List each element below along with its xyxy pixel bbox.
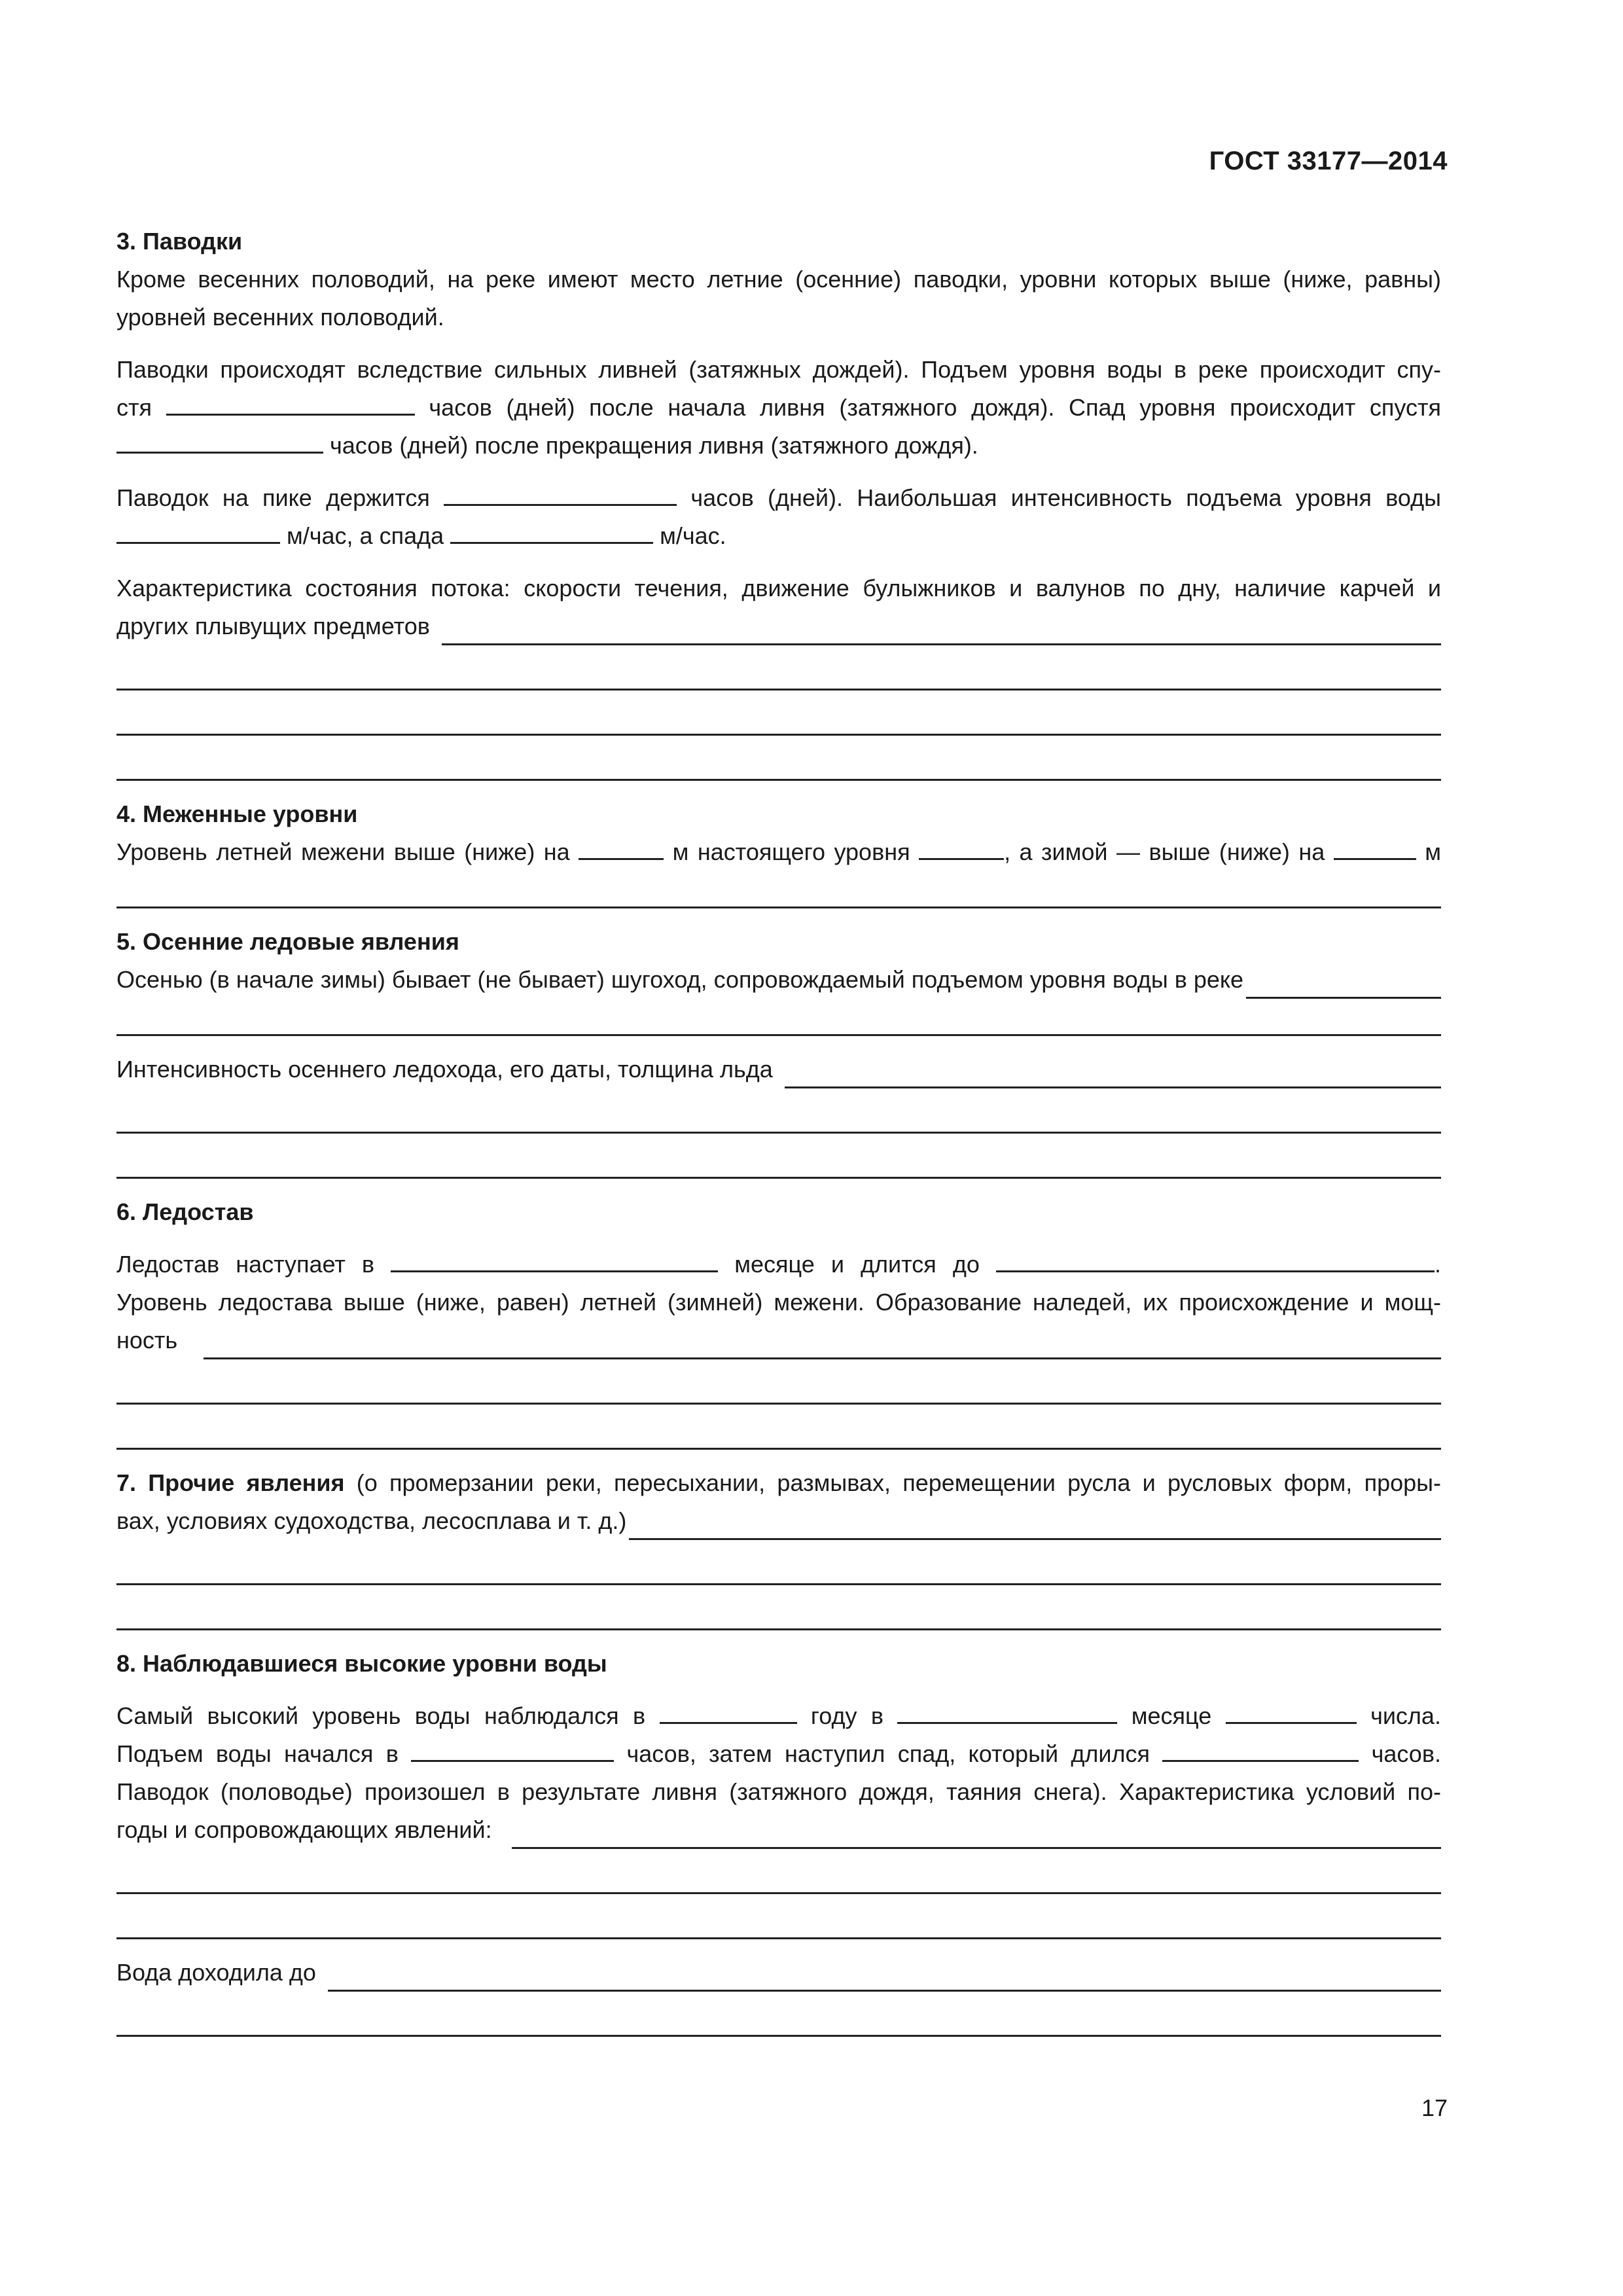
ice-drift-blank[interactable] <box>785 1067 1441 1088</box>
text-fragment: Паводок на пике держится <box>116 484 430 511</box>
paragraph-line: Паводки происходят вследствие сильных ливней (затяжных дождей). Подъем уровня воды в реке происходит спу- <box>116 356 1441 383</box>
rise-start-blank[interactable] <box>411 1740 614 1762</box>
fall-duration-blank[interactable] <box>1162 1740 1359 1762</box>
paragraph-line: Паводок (половодье) произошел в результате ливня (затяжного дождя, таяния снега). Характеристика условий по- <box>116 1778 1441 1805</box>
form-content <box>116 223 1441 2037</box>
text-fragment: м/час, а спада <box>287 522 444 549</box>
other-phenomena-blank[interactable] <box>629 1518 1441 1540</box>
section-floods <box>116 223 1441 781</box>
section-freeze-up <box>116 1193 1441 1450</box>
text-fragment: Вода доходила до <box>116 1959 316 1986</box>
page-number: 17 <box>1421 2094 1448 2121</box>
day-blank[interactable] <box>1226 1702 1357 1724</box>
paragraph-line: Кроме весенних половодий, на реке имеют место летние (осенние) паводки, уровни которых выше (ниже, равны) <box>116 266 1441 293</box>
answer-line[interactable] <box>116 691 1441 736</box>
text-fragment: Ледостав наступает в <box>116 1251 375 1278</box>
paragraph-line <box>116 1697 1441 1735</box>
flow-characteristics-blank[interactable] <box>442 624 1441 645</box>
text-fragment: часов. <box>1371 1740 1441 1767</box>
text-fragment: числа. <box>1370 1702 1441 1729</box>
paragraph-line <box>116 1811 1441 1849</box>
section-title: 5. Осенние ледовые явления <box>116 928 459 955</box>
section-title: 3. Паводки <box>116 228 243 255</box>
text-fragment: Подъем воды начался в <box>116 1740 399 1767</box>
paragraph-line <box>116 1321 1441 1359</box>
section-title: 7. Прочие явления <box>116 1469 345 1496</box>
section-title: 6. Ледостав <box>116 1198 254 1225</box>
paragraph-line <box>116 517 1441 555</box>
icing-blank[interactable] <box>204 1338 1441 1359</box>
section-title: 4. Меженные уровни <box>116 800 358 827</box>
section-low-water-levels <box>116 795 1441 908</box>
text-fragment: м/час. <box>660 522 726 549</box>
text-fragment: . <box>1434 1251 1441 1278</box>
paragraph-line <box>116 1246 1441 1283</box>
answer-line[interactable] <box>116 1359 1441 1405</box>
winter-low-level-blank[interactable] <box>1334 838 1416 860</box>
paragraph-line <box>116 961 1441 999</box>
section-autumn-ice <box>116 923 1441 1179</box>
flood-peak-duration-blank[interactable] <box>444 484 677 506</box>
flood-fall-delay-blank[interactable] <box>116 432 323 454</box>
paragraph-line <box>116 389 1441 427</box>
text-fragment: году в <box>810 1702 883 1729</box>
answer-line[interactable] <box>116 1134 1441 1179</box>
paragraph-line <box>116 479 1441 517</box>
paragraph-line <box>116 1464 1441 1502</box>
section-high-water-levels <box>116 1645 1441 2037</box>
text-fragment: Интенсивность осеннего ледохода, его даты, толщина льда <box>116 1056 773 1083</box>
flood-rise-delay-blank[interactable] <box>166 394 415 416</box>
water-reached-blank[interactable] <box>328 1970 1441 1992</box>
month-blank[interactable] <box>897 1702 1117 1724</box>
text-fragment: стя <box>116 394 152 421</box>
year-blank[interactable] <box>660 1702 797 1724</box>
paragraph-line <box>116 1502 1441 1540</box>
text-fragment: месяце <box>1131 1702 1212 1729</box>
document-code: ГОСТ 33177—2014 <box>1209 147 1448 175</box>
slush-ice-blank[interactable] <box>1246 977 1441 999</box>
answer-line[interactable] <box>116 1849 1441 1894</box>
answer-line[interactable] <box>116 1894 1441 1939</box>
text-fragment: других плывущих предметов <box>116 613 430 639</box>
answer-line[interactable] <box>116 645 1441 691</box>
current-level-blank[interactable] <box>919 838 1004 860</box>
text-fragment: годы и сопровождающих явлений: <box>116 1816 492 1843</box>
answer-line[interactable] <box>116 1992 1441 2037</box>
text-fragment: , а зимой — выше (ниже) на <box>1004 838 1325 865</box>
answer-line[interactable] <box>116 1405 1441 1450</box>
paragraph-line <box>116 1735 1441 1773</box>
paragraph-line <box>116 607 1441 645</box>
paragraph-line <box>116 427 1441 465</box>
text-fragment: месяце и длится до <box>734 1251 980 1278</box>
section-other-phenomena <box>116 1464 1441 1630</box>
answer-line[interactable] <box>116 736 1441 781</box>
paragraph-line <box>116 1050 1441 1088</box>
text-fragment: Осенью (в начале зимы) бывает (не бывает) шугоход, сопровождаемый подъемом уровня воды в реке <box>116 966 1244 993</box>
freeze-duration-blank[interactable] <box>996 1251 1435 1272</box>
answer-line[interactable] <box>116 1540 1441 1585</box>
fall-rate-blank[interactable] <box>450 522 653 544</box>
paragraph-line: Характеристика состояния потока: скорости течения, движение булыжников и валунов по дну, наличие карчей и <box>116 575 1441 601</box>
text-fragment: вах, условиях судоходства, лесосплава и т. д.) <box>116 1507 627 1534</box>
text-fragment: (о промерзании реки, пересыхании, размывах, перемещении русла и русловых форм, проры- <box>344 1469 1441 1496</box>
rise-rate-blank[interactable] <box>116 522 280 544</box>
text-fragment: Самый высокий уровень воды наблюдался в <box>116 1702 646 1729</box>
answer-line[interactable] <box>116 1088 1441 1134</box>
summer-low-level-blank[interactable] <box>579 838 664 860</box>
answer-line[interactable] <box>116 871 1441 908</box>
answer-line[interactable] <box>116 1585 1441 1630</box>
text-fragment: м настоящего уровня <box>672 838 910 865</box>
paragraph-line: уровней весенних половодий. <box>116 304 444 331</box>
text-fragment: Уровень летней межени выше (ниже) на <box>116 838 570 865</box>
text-fragment: часов (дней) после прекращения ливня (затяжного дождя). <box>330 432 978 459</box>
paragraph-line <box>116 833 1441 871</box>
section-title: 8. Наблюдавшиеся высокие уровни воды <box>116 1650 607 1677</box>
paragraph-line <box>116 1954 1441 1992</box>
text-fragment: м <box>1425 838 1442 865</box>
paragraph-line: Уровень ледостава выше (ниже, равен) летней (зимней) межени. Образование наледей, их происхождение и мощ- <box>116 1289 1441 1316</box>
weather-conditions-blank[interactable] <box>512 1827 1441 1849</box>
freeze-month-blank[interactable] <box>391 1251 718 1272</box>
text-fragment: часов, затем наступил спад, который длился <box>626 1740 1150 1767</box>
text-fragment: часов (дней) после начала ливня (затяжного дождя). Спад уровня происходит спустя <box>429 394 1441 421</box>
answer-line[interactable] <box>116 999 1441 1036</box>
text-fragment: ность <box>116 1327 178 1354</box>
text-fragment: часов (дней). Наибольшая интенсивность подъема уровня воды <box>690 484 1441 511</box>
